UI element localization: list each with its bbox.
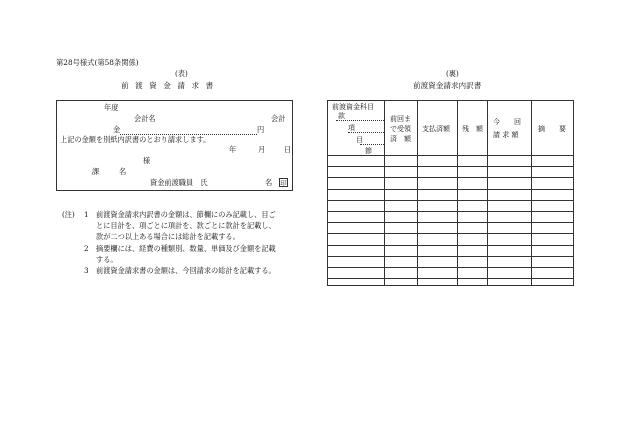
- table-row: [328, 189, 573, 190]
- col-divider: [417, 101, 418, 285]
- front-side-heading: (表): [175, 69, 188, 78]
- note-line: 摘要欄には、経費の種類別、数量、単価及び金額を記載: [96, 243, 276, 253]
- amount-yen-suffix: 円: [257, 125, 265, 134]
- table-row: [328, 278, 573, 279]
- account-name-label: 会計名: [134, 114, 156, 123]
- subject-dotted-line: [360, 144, 384, 145]
- col-divider: [487, 101, 488, 285]
- header-setsu: 節: [365, 147, 372, 155]
- note-number: 2: [84, 243, 89, 253]
- table-row: [328, 267, 573, 268]
- note-line: 前渡資金請求内訳書の金額は、節欄にのみ記載し、目ご: [96, 210, 276, 219]
- table-row: [328, 233, 573, 234]
- date-day-label: 日: [284, 145, 292, 154]
- amount-prefix: 金: [113, 125, 121, 134]
- note-number: 1: [84, 210, 89, 219]
- breakdown-table: [327, 100, 574, 286]
- header-subject: 前渡資金科目: [332, 103, 374, 111]
- account-label: 会計: [271, 114, 286, 123]
- header-kan: 款: [338, 112, 345, 120]
- seal-icon: 印: [280, 179, 287, 187]
- col-divider: [384, 101, 385, 285]
- note-line: する。: [96, 254, 118, 264]
- officer-mei-label: 名: [265, 178, 273, 187]
- section-mei-label: 名: [119, 167, 127, 176]
- notes-prefix: (注): [62, 210, 75, 219]
- note-line: 款が二つ以上ある場合には総計を記載する。: [96, 232, 240, 242]
- date-year-label: 年: [229, 145, 237, 154]
- header-moku: 目: [356, 136, 363, 144]
- header-current-request: 請 求 額: [493, 131, 519, 139]
- header-paid: 支払済額: [422, 125, 450, 133]
- request-form-box: [56, 100, 293, 191]
- header-remarks: 摘 要: [538, 125, 566, 133]
- table-row: [328, 256, 573, 257]
- note-line: 前渡資金請求書の金額は、今回請求の総計を記載する。: [96, 265, 276, 275]
- front-document-title: 前渡資金請求書: [121, 81, 220, 90]
- table-row: [328, 245, 573, 246]
- table-row: [328, 200, 573, 201]
- subject-dotted-line: [336, 120, 384, 121]
- note-line: とに目計を、項ごとに項計を、款ごとに款計を記載し、: [96, 221, 276, 231]
- table-row: [328, 155, 573, 156]
- table-row: [328, 211, 573, 212]
- table-row: [328, 222, 573, 223]
- request-statement: 上記の金額を別紙内訳書のとおり請求します。: [60, 135, 211, 144]
- section-ka-label: 課: [92, 167, 100, 176]
- header-current-request: 今 回: [493, 118, 521, 126]
- col-divider: [531, 101, 532, 285]
- officer-name-label: 資金前渡職員 氏: [150, 178, 208, 187]
- addressee-sama: 様: [143, 156, 151, 165]
- header-remaining: 残 額: [462, 125, 483, 133]
- note-number: 3: [84, 265, 89, 275]
- header-prev-received: 前回ま: [390, 115, 411, 123]
- fiscal-year-label: 年度: [104, 103, 119, 112]
- header-prev-received: 済 額: [390, 135, 411, 143]
- col-divider: [457, 101, 458, 285]
- table-row: [328, 166, 573, 167]
- header-kou: 項: [348, 124, 355, 132]
- header-prev-received: で受領: [390, 125, 411, 133]
- back-side-heading: (裏): [446, 69, 459, 78]
- date-month-label: 月: [258, 145, 266, 154]
- subject-dotted-line: [348, 132, 384, 133]
- form-number-label: 第28号様式(第58条関係): [56, 58, 139, 67]
- back-document-title: 前渡資金請求内訳書: [413, 81, 482, 90]
- table-row: [328, 177, 573, 178]
